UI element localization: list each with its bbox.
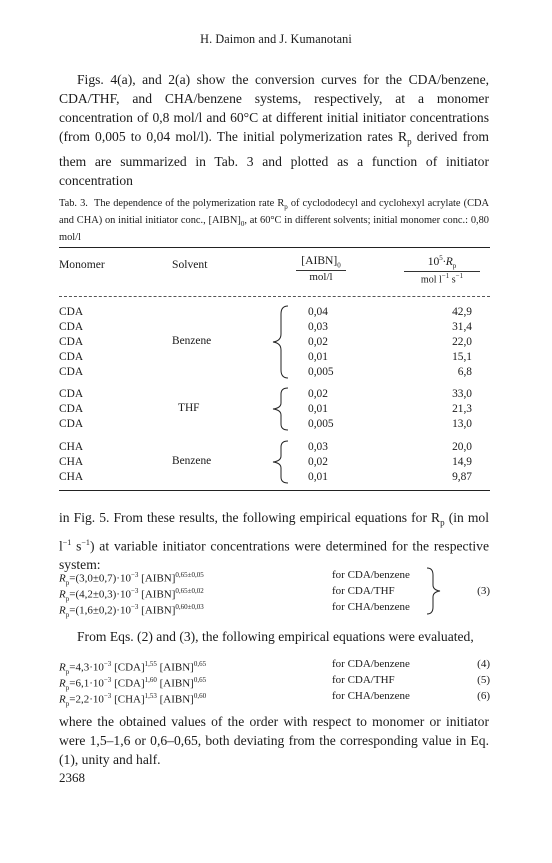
paragraph-evaluated-equations: From Eqs. (2) and (3), the following empirical equations were evaluated, <box>77 629 474 644</box>
table-cell-initiator: 0,03 <box>308 441 328 453</box>
table-cell-rate: 42,9 <box>452 306 472 318</box>
table-cell-initiator: 0,005 <box>308 366 334 378</box>
table-cell-initiator: 0,02 <box>308 388 328 400</box>
table-cell-rate: 9,87 <box>452 471 472 483</box>
table-cell-monomer: CDA <box>59 403 84 415</box>
header-solvent: Solvent <box>172 258 208 271</box>
table-top-rule <box>59 247 490 248</box>
table-cell-initiator: 0,02 <box>308 456 328 468</box>
table-cell-rate: 31,4 <box>452 321 472 333</box>
equation-number: (3) <box>477 585 490 597</box>
equation-line: $R_p=(1,6\pm 0,2)\cdot 10^{-3}$ [AIBN]$^{0,60\pm 0,03}$ <box>59 603 204 619</box>
table-cell-initiator: 0,01 <box>308 471 328 483</box>
table-cell-initiator: 0,03 <box>308 321 328 333</box>
table-cell-monomer: CDA <box>59 366 84 378</box>
table-cell-initiator: 0,04 <box>308 306 328 318</box>
table-cell-initiator: 0,005 <box>308 418 334 430</box>
table-caption: Tab. 3. The dependence of the polymerization rate $R_p$ of cyclododecyl and cyclohexyl acrylate (CDA and CHA) on initial initiator conc., $[AIBN]_0$, at 60°C in different solvents; initial monomer conc.: 0,80 mol/l <box>59 198 490 244</box>
equation-line: $R_p=(3,0\pm 0,7)\cdot 10^{-3}$ [AIBN]$^{0,65\pm 0,05}$ <box>59 571 204 587</box>
equation-line: $R_p=6,1\cdot 10^{-3}$ [CDA]$^{1,60}$ [AIBN]$^{0,65}$ <box>59 676 207 692</box>
header-monomer: Monomer <box>59 258 105 271</box>
table-cell-rate: 14,9 <box>452 456 472 468</box>
table-cell-rate: 15,1 <box>452 351 472 363</box>
table-cell-monomer: CDA <box>59 336 84 348</box>
equation-label: for CDA/benzene <box>332 658 410 670</box>
header-rate: $10^5\cdot R_p$ mol $l^{-1}$ $s^{-1}$ <box>404 254 480 286</box>
table-cell-monomer: CHA <box>59 456 84 468</box>
equation-line: $R_p=4,3\cdot 10^{-3}$ [CDA]$^{1,55}$ [AIBN]$^{0,65}$ <box>59 660 207 676</box>
table-cell-initiator: 0,01 <box>308 351 328 363</box>
paragraph-conclusion: where the obtained values of the order with respect to monomer or initiator were 1,5–1,6 or 0,6–0,65, both deviating from the corresponding value in Eq. (1), unity and half. <box>59 714 489 767</box>
equation-label: for CDA/THF <box>332 585 395 597</box>
equation-number: (4) <box>477 658 490 670</box>
table-cell-monomer: CDA <box>59 321 84 333</box>
table-cell-monomer: CDA <box>59 306 84 318</box>
table-bottom-rule <box>59 490 490 491</box>
equation-number: (5) <box>477 674 490 686</box>
table-cell-rate: 33,0 <box>452 388 472 400</box>
running-header: H. Daimon and J. Kumanotani <box>200 32 352 46</box>
table-cell-monomer: CDA <box>59 388 84 400</box>
table-cell-monomer: CDA <box>59 418 84 430</box>
table-cell-monomer: CHA <box>59 471 84 483</box>
left-brace-icon <box>268 439 292 485</box>
table-cell-rate: 21,3 <box>452 403 472 415</box>
table-cell-rate: 6,8 <box>457 366 472 378</box>
intro-paragraph: Figs. 4(a), and 2(a) show the conversion curves for the CDA/benzene, CDA/THF, and CHA/benzene systems, respectively, at a monomer concentration of 0,8 mol/l and 60°C at different initial initiator concentrations (from 0,005 to 0,04 mol/l). The initial polymerization rates $R_p$ derived from them are summarized in Tab. 3 and plotted as a function of initiator concentration <box>59 72 489 188</box>
header-initiator: $[AIBN]_0$ mol/l <box>296 254 346 283</box>
table-cell-initiator: 0,02 <box>308 336 328 348</box>
table-cell-monomer: CDA <box>59 351 84 363</box>
table-cell-rate: 13,0 <box>452 418 472 430</box>
equation-line: $R_p=(4,2\pm 0,3)\cdot 10^{-3}$ [AIBN]$^{0,65\pm 0,02}$ <box>59 587 204 603</box>
table-cell-solvent: THF <box>178 402 200 414</box>
left-brace-icon <box>268 386 292 432</box>
table-cell-monomer: CHA <box>59 441 84 453</box>
equation-label: for CHA/benzene <box>332 601 410 613</box>
equation-label: for CDA/benzene <box>332 569 410 581</box>
left-brace-icon <box>268 304 292 380</box>
equation-line: $R_p=2,2\cdot 10^{-3}$ [CHA]$^{1,53}$ [AIBN]$^{0,60}$ <box>59 692 207 708</box>
equation-number: (6) <box>477 690 490 702</box>
table-cell-rate: 20,0 <box>452 441 472 453</box>
table-header-rule <box>59 296 490 297</box>
page-number: 2368 <box>59 770 85 785</box>
table-cell-initiator: 0,01 <box>308 403 328 415</box>
table-cell-rate: 22,0 <box>452 336 472 348</box>
table-cell-solvent: Benzene <box>172 455 212 467</box>
equation-label: for CHA/benzene <box>332 690 410 702</box>
equation-label: for CDA/THF <box>332 674 395 686</box>
table-cell-solvent: Benzene <box>172 335 212 347</box>
right-brace-icon <box>424 566 444 616</box>
paragraph-empirical-equations: in Fig. 5. From these results, the following empirical equations for $R_p$ (in mol $l^{-1}$ $s^{-1}$) at variable initiator concentrations were determined for the respective system: <box>59 510 490 573</box>
